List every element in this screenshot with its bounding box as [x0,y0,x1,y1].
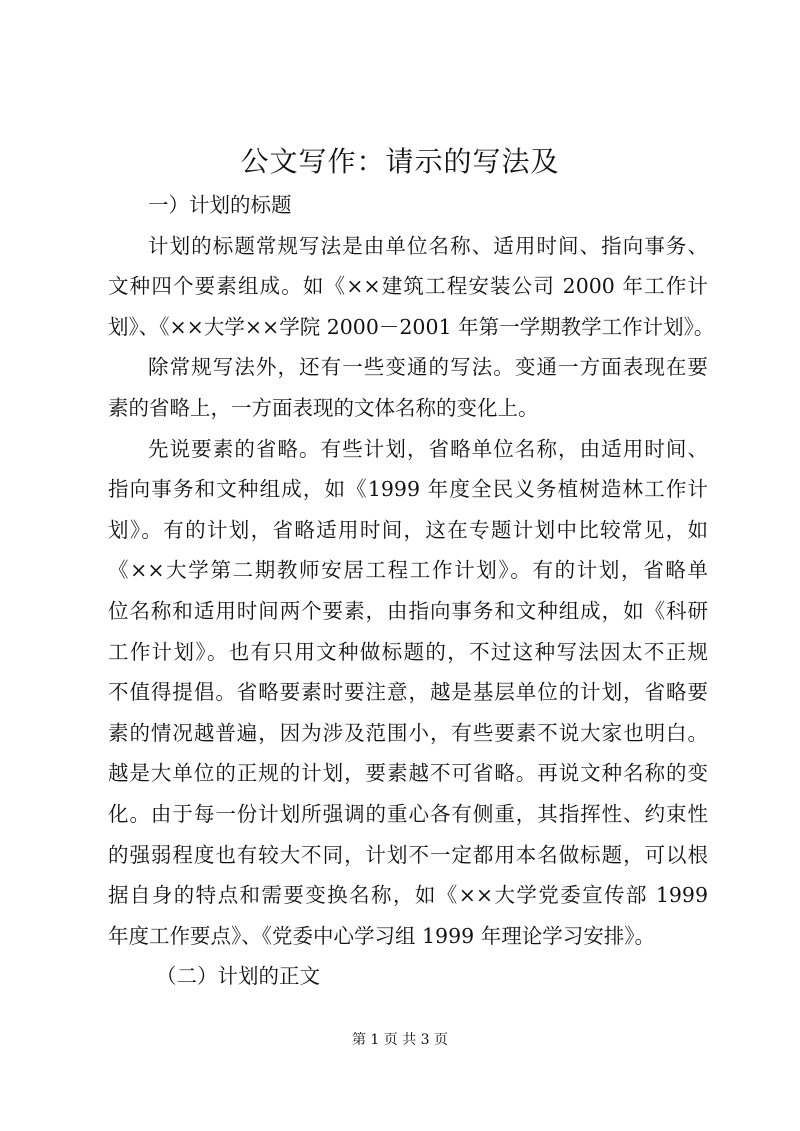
section-heading: （二）计划的正文 [156,964,320,989]
paragraph-line: 《××大学第二期教师安居工程工作计划》。有的计划，省略单 [108,558,708,583]
paragraph-line: 文种四个要素组成。如《××建筑工程安装公司 2000 年工作计 [108,274,708,299]
paragraph-line: 越是大单位的正规的计划，要素越不可省略。再说文种名称的变 [108,761,708,786]
paragraph-line: 素的省略上，一方面表现的文体名称的变化上。 [108,395,539,420]
document-body [108,185,715,997]
paragraph-line: 划》、《××大学××学院 2000－2001 年第一学期教学工作计划》。 [108,314,715,339]
section-heading: 一）计划的标题 [148,193,292,217]
document-title: 公文写作：请示的写法及 [240,145,560,178]
paragraph-line: 位名称和适用时间两个要素，由指向事务和文种组成，如《科研 [108,598,708,623]
paragraph-line: 计划的标题常规写法是由单位名称、适用时间、指向事务、 [148,233,708,258]
paragraph-line: 年度工作要点》、《党委中心学习组 1999 年理论学习安排》。 [108,923,655,948]
page-footer: 第 1 页 共 3 页 [351,1032,449,1048]
paragraph-line: 据自身的特点和需要变换名称，如《××大学党委宣传部 1999 [108,883,708,908]
paragraph-line: 素的情况越普遍，因为涉及范围小，有些要素不说大家也明白。 [108,720,708,745]
paragraph-line: 工作计划》。也有只用文种做标题的，不过这种写法因太不正规 [108,639,708,664]
paragraph-line: 的强弱程度也有较大不同，计划不一定都用本名做标题，可以根 [108,842,708,867]
paragraph-line: 划》。有的计划，省略适用时间，这在专题计划中比较常见，如 [108,517,708,542]
paragraph-line: 先说要素的省略。有些计划，省略单位名称，由适用时间、 [148,436,708,461]
paragraph-line: 化。由于每一份计划所强调的重心各有侧重，其指挥性、约束性 [108,801,708,826]
paragraph-line: 不值得提倡。省略要素时要注意，越是基层单位的计划，省略要 [108,680,708,705]
paragraph-line: 指向事务和文种组成，如《1999 年度全民义务植树造林工作计 [108,477,708,502]
paragraph-line: 除常规写法外，还有一些变通的写法。变通一方面表现在要 [148,355,708,380]
